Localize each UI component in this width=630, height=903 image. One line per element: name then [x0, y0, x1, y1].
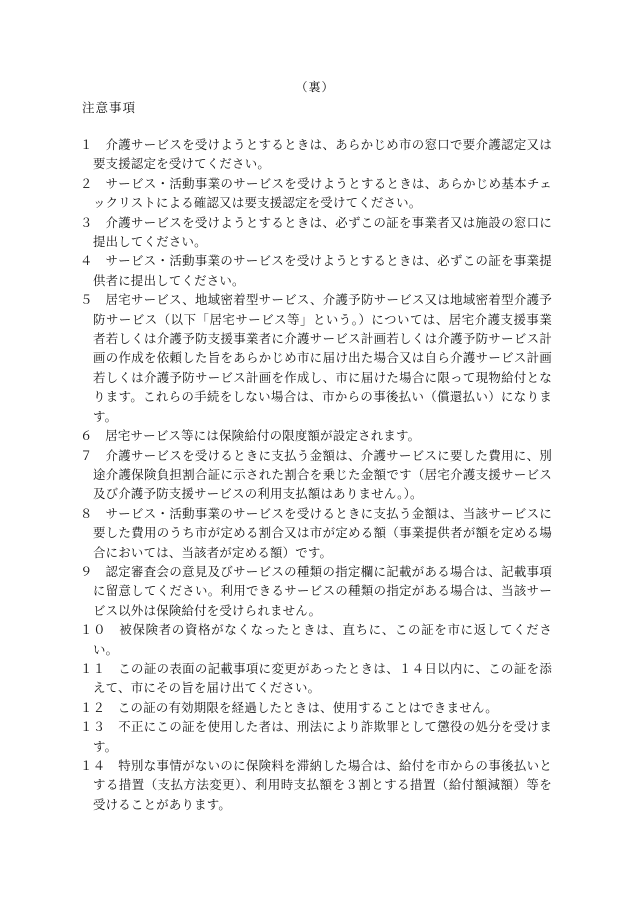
- note-item-1: １ 介護サービスを受けようとするときは、あらかじめ市の窓口で要介護認定又は要支援認定を受けてください。: [80, 137, 552, 172]
- notes-heading: 注意事項: [82, 100, 137, 115]
- note-item-12: １２ この証の有効期限を経過したときは、使用することはできません。: [80, 699, 498, 715]
- note-item-10: １０ 被保険者の資格がなくなったときは、直ちに、この証を市に返してください。: [80, 622, 552, 657]
- note-item-3: ３ 介護サービスを受けようとするときは、必ずこの証を事業者又は施設の窓口に提出してください。: [80, 214, 552, 250]
- note-item-11: １１ この証の表面の記載事項に変更があったときは、１４日以内に、この証を添えて、市にその旨を届け出てください。: [80, 660, 552, 696]
- note-item-14: １４ 特別な事情がないのに保険料を滞納した場合は、給付を市からの事後払いとする措置（支払方法変更）、利用時支払額を３割とする措置（給付額減額）等を受けることがあります。: [80, 758, 552, 812]
- note-item-4: ４ サービス・活動事業のサービスを受けようとするときは、必ずこの証を事業提供者に提出してください。: [80, 253, 552, 288]
- note-item-8: ８ サービス・活動事業のサービスを受けるときに支払う金額は、当該サービスに要した費用のうち市が定める割合又は市が定める額（事業提供者が額を定める場合においては、当該者が定める額）です。: [80, 505, 552, 560]
- note-item-2: ２ サービス・活動事業のサービスを受けようとするときは、あらかじめ基本チェックリストによる確認又は要支援認定を受けてください。: [80, 175, 552, 211]
- note-item-9: ９ 認定審査会の意見及びサービスの種類の指定欄に記載がある場合は、記載事項に留意してください。利用できるサービスの種類の指定がある場合は、当該サービス以外は保険給付を受けられません。: [80, 563, 552, 618]
- note-item-13: １３ 不正にこの証を使用した者は、刑法により詐欺罪として懲役の処分を受けます。: [80, 719, 552, 754]
- notes-list: [80, 135, 552, 814]
- note-item-6: ６ 居宅サービス等には保険給付の限度額が設定されます。: [80, 428, 421, 444]
- note-item-7: ７ 介護サービスを受けるときに支払う金額は、介護サービスに要した費用に、別途介護保険負担割合証に示された割合を乗じた金額です（居宅介護支援サービス及び介護予防支援サービスの利用支払額はありません。）。: [80, 447, 552, 502]
- page-side-label: （裏）: [295, 80, 335, 94]
- note-item-5: ５ 居宅サービス、地域密着型サービス、介護予防サービス又は地域密着型介護予防サービス（以下「居宅サービス等」という。）については、居宅介護支援事業者若しくは介護予防支援事業者に介護サービス計画若しくは介護予防サービス計画の作成を依頼した旨をあらかじめ市に届け出た場合又は自ら介護サービス計画若しくは介護予防サービス計画を作成し、市に届けた場合に限って現物給付となります。これらの手続をしない場合は、市からの事後払い（償還払い）になります。: [80, 292, 552, 424]
